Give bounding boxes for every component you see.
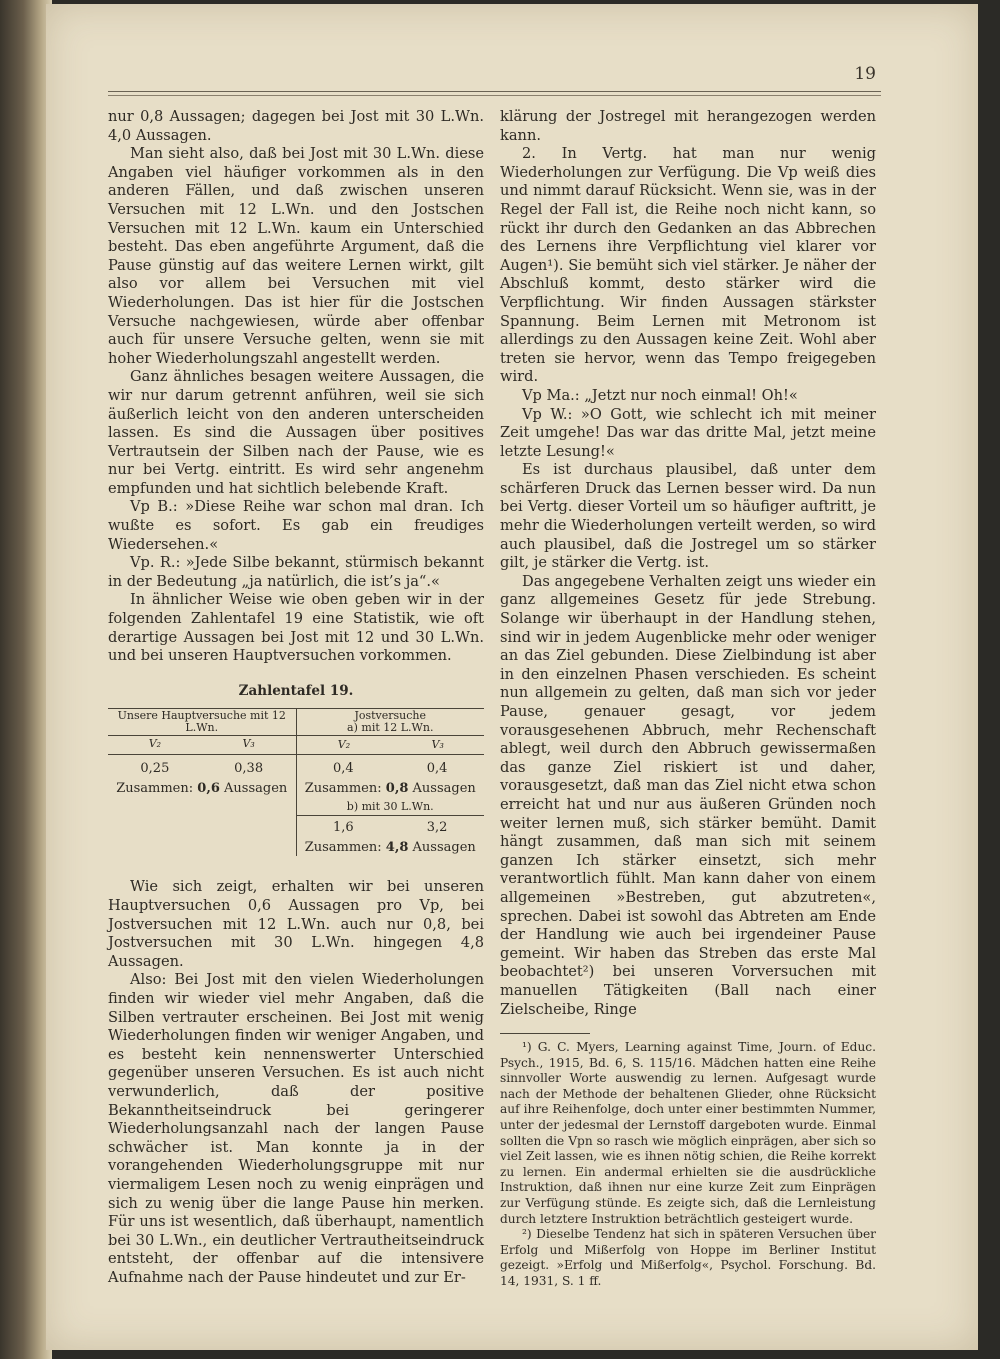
- paragraph: Es ist durchaus plausibel, daß unter dem schärferen Druck das Lernen besser wird. Da nun bei Vertg. dieser Vorteil um so häufiger auftritt, je mehr die Wiederholungen verteilt werden, so wird auch plausibel, daß die Jostregel um so stärker gilt, je stärker die Vertg. ist.: [500, 461, 876, 572]
- footnote-rule: [500, 1033, 590, 1034]
- table-header-ours: Unsere Hauptversuche mit 12 L.Wn.: [108, 709, 296, 736]
- table-cell-b-v3: 3,2: [426, 820, 448, 836]
- paragraph: In ähnlicher Weise wie oben geben wir in der folgenden Zahlentafel 19 eine Statistik, wie oft derartige Aussagen bei Jost mit 12 und 30 L.Wn. und bei unseren Hauptversuchen vorkommen.: [108, 591, 484, 665]
- quote-vp-w: Vp W.: »O Gott, wie schlecht ich mit meiner Zeit umgehe! Das war das dritte Mal, jetzt meine letzte Lesung!«: [500, 405, 876, 460]
- right-column: [500, 108, 876, 1290]
- header-rule: [108, 91, 881, 92]
- table-total-label: Zusammen:: [304, 840, 382, 856]
- table-title: Zahlentafel 19.: [238, 682, 354, 699]
- zahlentafel-19: [108, 708, 484, 856]
- table-total-label: Zusammen:: [304, 781, 382, 797]
- paragraph: 2. In Vertg. hat man nur wenig Wiederholungen zur Verfügung. Die Vp weiß dies und nimmt darauf Rücksicht. Wenn sie, was in der Regel der Fall ist, die Reihe noch nicht kann, so rückt ihr durch den Gedanken an das Abbrechen des Lernens ihre Verpflichtung viel klarer vor Augen¹). Sie bemüht sich viel stärker. Je näher der Abschluß kommt, desto stärker wird die Verpflichtung. Wir finden Aussagen stärkster Spannung. Beim Lernen mit Metronom ist allerdings zu den Aussagen keine Zeit. Wohl aber treten sie hervor, wenn das Tempo freigegeben wird.: [500, 145, 876, 386]
- left-column: [108, 108, 484, 1287]
- table-total-label: Zusammen:: [116, 781, 194, 797]
- table-cell-a-v3: 0,4: [426, 761, 448, 777]
- quote-vp-r: Vp. R.: »Jede Silbe bekannt, stürmisch bekannt in der Bedeutung „ja natürlich, die ist’s ja“.«: [108, 554, 484, 590]
- table-cell-a-v2: 0,4: [333, 761, 354, 777]
- table-total-value: 0,8: [385, 781, 409, 797]
- paragraph: Man sieht also, daß bei Jost mit 30 L.Wn. diese Angaben viel häufiger vorkommen als in den anderen Fällen, und daß zwischen unseren Versuchen mit 12 L.Wn. und den Jostschen Versuchen mit 12 L.Wn. kaum ein Unterschied besteht. Das eben angeführte Argument, daß die Pause günstig auf das weitere Lernen wirkt, gilt also vor allem bei Versuchen mit viel Wiederholungen. Das ist hier für die Jostschen Versuche nachgewiesen, würde aber offenbar auch für unsere Versuche gelten, wenn sie mit hoher Wiederholungszahl angestellt werden.: [108, 145, 484, 367]
- table-col-v3: V₃: [242, 737, 255, 751]
- page-number: 19: [854, 64, 876, 84]
- table-total-unit: Aussagen: [412, 840, 476, 856]
- quote-vp-b: Vp B.: »Diese Reihe war schon mal dran. Ich wußte es sofort. Es gab ein freudiges Wiedersehen.«: [108, 498, 484, 553]
- table-total-value: 4,8: [385, 840, 409, 856]
- table-total-unit: Aussagen: [224, 781, 288, 797]
- paragraph: Also: Bei Jost mit den vielen Wiederholungen finden wir wieder viel mehr Angaben, daß die Silben vertrauter erscheinen. Bei Jost mit wenig Wiederholungen finden wir weniger Angaben, und es besteht kein nennenswerter Unterschied gegenüber unseren Versuchen. Es ist auch nicht verwunderlich, daß der positive Bekanntheitseindruck bei geringerer Wiederholungsanzahl nach der langen Pause schwächer ist. Man konnte ja in der vorangehenden Wiederholungsgruppe mit nur viermaligem Lesen noch zu wenig einprägen und sich zu wenig über die lange Pause hin merken. Für uns ist wesentlich, daß überhaupt, namentlich bei 30 L.Wn., ein deutlicher Vertrautheitseindruck entsteht, der offenbar auf die intensivere Aufnahme nach der Pause hindeutet und zur Er-: [108, 971, 484, 1286]
- paragraph: Wie sich zeigt, erhalten wir bei unseren Hauptversuchen 0,6 Aussagen pro Vp, bei Jostversuchen mit 12 L.Wn. auch nur 0,8, bei Jostversuchen mit 30 L.Wn. hingegen 4,8 Aussagen.: [108, 878, 484, 970]
- table-col-v3: V₃: [391, 736, 484, 755]
- table-header-jost-sub-b: b) mit 30 L.Wn.: [346, 800, 434, 814]
- table-header-jost-title: Jostversuche: [354, 709, 427, 723]
- table-total-value: 0,6: [197, 781, 220, 797]
- table-header-jost-sub-a: a) mit 12 L.Wn.: [347, 721, 434, 735]
- quote-vp-ma: Vp Ma.: „Jetzt nur noch einmal! Oh!«: [522, 386, 798, 404]
- book-page: [46, 4, 978, 1350]
- table-col-v2: V₂: [148, 737, 162, 751]
- header-rule-second: [108, 95, 881, 96]
- paragraph: Ganz ähnliches besagen weitere Aussagen, die wir nur darum getrennt anführen, weil sie sich äußerlich leicht von den anderen unterscheiden lassen. Es sind die Aussagen über positives Vertrautsein der Silben nach der Pause, wie es nur bei Vertg. eintritt. Es wird sehr angenehm empfunden und hat sichtlich belebende Kraft.: [108, 368, 484, 497]
- table-cell-ours-v3: 0,38: [234, 761, 264, 777]
- footnote-1: ¹) G. C. Myers, Learning against Time, Journ. of Educ. Psych., 1915, Bd. 6, S. 115/16. Mädchen hatten eine Reihe sinnvoller Worte auswendig zu lernen. Aufgesagt wurde nach der Methode der behaltenen Glieder, ohne Rücksicht auf ihre Reihenfolge, doch unter einer bestimmten Nummer, unter der jedesmal der Lernstoff dargeboten wurde. Einmal sollten die Vpn so rasch wie möglich einprägen, aber sich so viel Zeit lassen, wie es ihnen nötig schien, die Reihe korrekt zu lernen. Ein andermal erhielten sie die ausdrückliche Instruktion, daß ihnen nur eine kurze Zeit zum Einprägen zur Verfügung stünde. Es zeigte sich, daß die Lernleistung durch letztere Instruktion beträchtlich gesteigert wurde.: [500, 1040, 876, 1226]
- paragraph: klärung der Jostregel mit herangezogen werden kann.: [500, 108, 876, 144]
- paragraph: Das angegebene Verhalten zeigt uns wieder ein ganz allgemeines Gesetz für jede Strebung. Solange wir überhaupt in der Handlung stehen, sind wir in jedem Augenblicke mehr oder weniger an das Ziel gebunden. Diese Zielbindung ist aber in den einzelnen Phasen verschieden. Es scheint nun allgemein zu gelten, daß man sich vor jeder Pause, genauer gesagt, vor jedem vorausgesehenen Abbruch, mehr Rechenschaft ablegt, weil durch den Abbruch gewissermaßen das ganze Ziel riskiert ist und daher, vorausgesetzt, daß man das Ziel nicht etwa schon erreicht hat und nur aus äußeren Gründen noch weiter lernen muß, sich stärker bemüht. Damit hängt zusammen, daß man sich mit seinem ganzen Ich stärker einsetzt, sich mehr verantwortlich fühlt. Man kann daher von einem allgemeinen »Bestreben, gut abzutreten«, sprechen. Dabei ist sowohl das Abtreten am Ende der Handlung wie auch bei irgendeiner Pause gemeint. Wir haben das Streben das erste Mal beobachtet²) bei unseren Vorversuchen mit manuellen Tätigkeiten (Ball nach einer Zielscheibe, Ringe: [500, 572, 876, 1018]
- book-spine: [0, 0, 52, 1359]
- table-cell-ours-v2: 0,25: [140, 761, 170, 777]
- footnote-2: ²) Dieselbe Tendenz hat sich in späteren Versuchen über Erfolg und Mißerfolg von Hoppe im Berliner Institut gezeigt. »Erfolg und Mißerfolg«, Psychol. Forschung. Bd. 14, 1931, S. 1 ff.: [500, 1227, 876, 1288]
- table-cell-b-v2: 1,6: [333, 820, 354, 836]
- table-col-v2: V₂: [296, 736, 391, 755]
- table-header-jost: [296, 709, 484, 736]
- footnotes: [500, 1040, 876, 1290]
- table-total-unit: Aussagen: [412, 781, 476, 797]
- paragraph: nur 0,8 Aussagen; dagegen bei Jost mit 30 L.Wn. 4,0 Aussagen.: [108, 108, 484, 144]
